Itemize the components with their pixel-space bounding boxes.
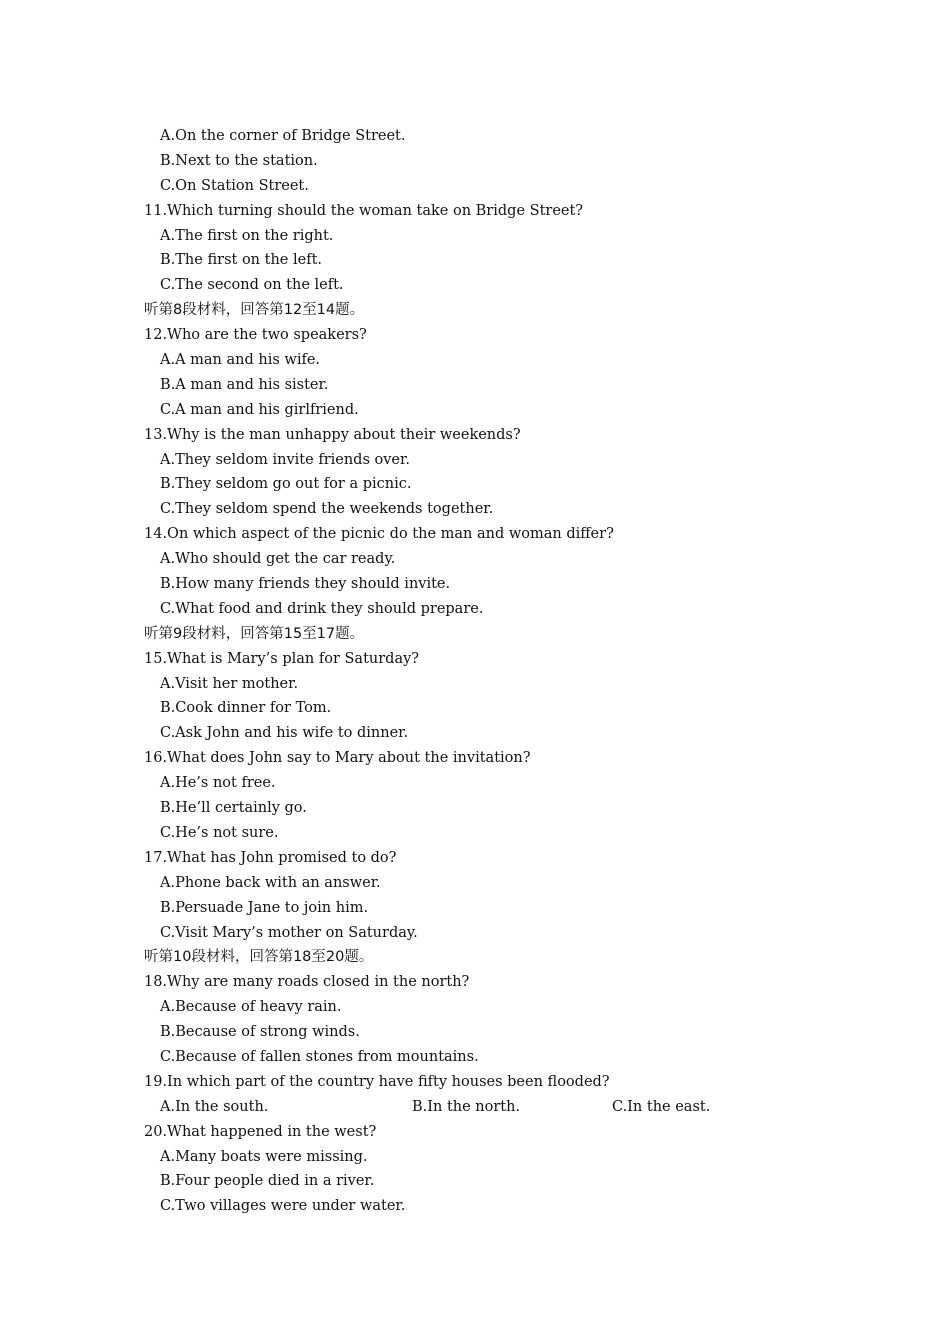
q11-option-c: C.The second on the left. [160,277,344,294]
q17-option-c: C.Visit Mary’s mother on Saturday. [160,924,418,941]
q19-option-c: C.In the east. [612,1098,711,1115]
q16-option-b: B.He’ll certainly go. [160,800,307,817]
q19-option-b: B.In the north. [412,1098,521,1115]
section-9-heading: 听第9段材料，回答第15至17题。 [144,625,365,642]
q20-option-b: B.Four people died in a river. [160,1173,375,1190]
q18-option-a: A.Because of heavy rain. [160,999,342,1016]
q10-option-c: C.On Station Street. [160,177,309,194]
q14-option-b: B.How many friends they should invite. [160,576,451,593]
q11-question: 11.Which turning should the woman take on Bridge Street? [144,202,584,219]
q11-option-b: B.The first on the left. [160,252,322,269]
q19-options-row [144,1095,844,1120]
q17-option-a: A.Phone back with an answer. [160,874,381,891]
q18-question: 18.Why are many roads closed in the north? [144,974,470,991]
q12-option-a: A.A man and his wife. [160,352,321,369]
listening-questions [144,124,844,1219]
q11-option-a: A.The first on the right. [160,227,334,244]
q12-option-c: C.A man and his girlfriend. [160,401,359,418]
q13-option-a: A.They seldom invite friends over. [160,451,410,468]
q15-option-c: C.Ask John and his wife to dinner. [160,725,409,742]
q17-option-b: B.Persuade Jane to join him. [160,899,369,916]
q12-question: 12.Who are the two speakers? [144,327,367,344]
q19-question: 19.In which part of the country have fifty houses been flooded? [144,1073,610,1090]
q13-option-c: C.They seldom spend the weekends together. [160,501,494,518]
q16-option-c: C.He’s not sure. [160,824,279,841]
q10-option-a: A.On the corner of Bridge Street. [160,128,406,144]
q12-option-b: B.A man and his sister. [160,376,329,393]
section-8-heading: 听第8段材料，回答第12至14题。 [144,302,365,319]
q19-option-a: A.In the south. [160,1098,269,1115]
section-10-heading: 听第10段材料，回答第18至20题。 [144,949,374,966]
q15-option-a: A.Visit her mother. [160,675,299,692]
q13-question: 13.Why is the man unhappy about their weekends? [144,426,521,443]
q20-option-a: A.Many boats were missing. [160,1148,368,1165]
q20-option-c: C.Two villages were under water. [160,1198,406,1215]
q15-question: 15.What is Mary’s plan for Saturday? [144,650,420,667]
q15-option-b: B.Cook dinner for Tom. [160,700,332,717]
q17-question: 17.What has John promised to do? [144,849,397,866]
q10-option-b: B.Next to the station. [160,152,318,169]
q14-option-a: A.Who should get the car ready. [160,551,396,568]
q14-question: 14.On which aspect of the picnic do the man and woman differ? [144,526,614,543]
q16-option-a: A.He’s not free. [160,775,276,792]
q20-question: 20.What happened in the west? [144,1123,377,1140]
q18-option-c: C.Because of fallen stones from mountains. [160,1048,479,1065]
q13-option-b: B.They seldom go out for a picnic. [160,476,412,493]
q14-option-c: C.What food and drink they should prepare. [160,600,484,617]
q18-option-b: B.Because of strong winds. [160,1024,360,1041]
q16-question: 16.What does John say to Mary about the invitation? [144,750,531,767]
